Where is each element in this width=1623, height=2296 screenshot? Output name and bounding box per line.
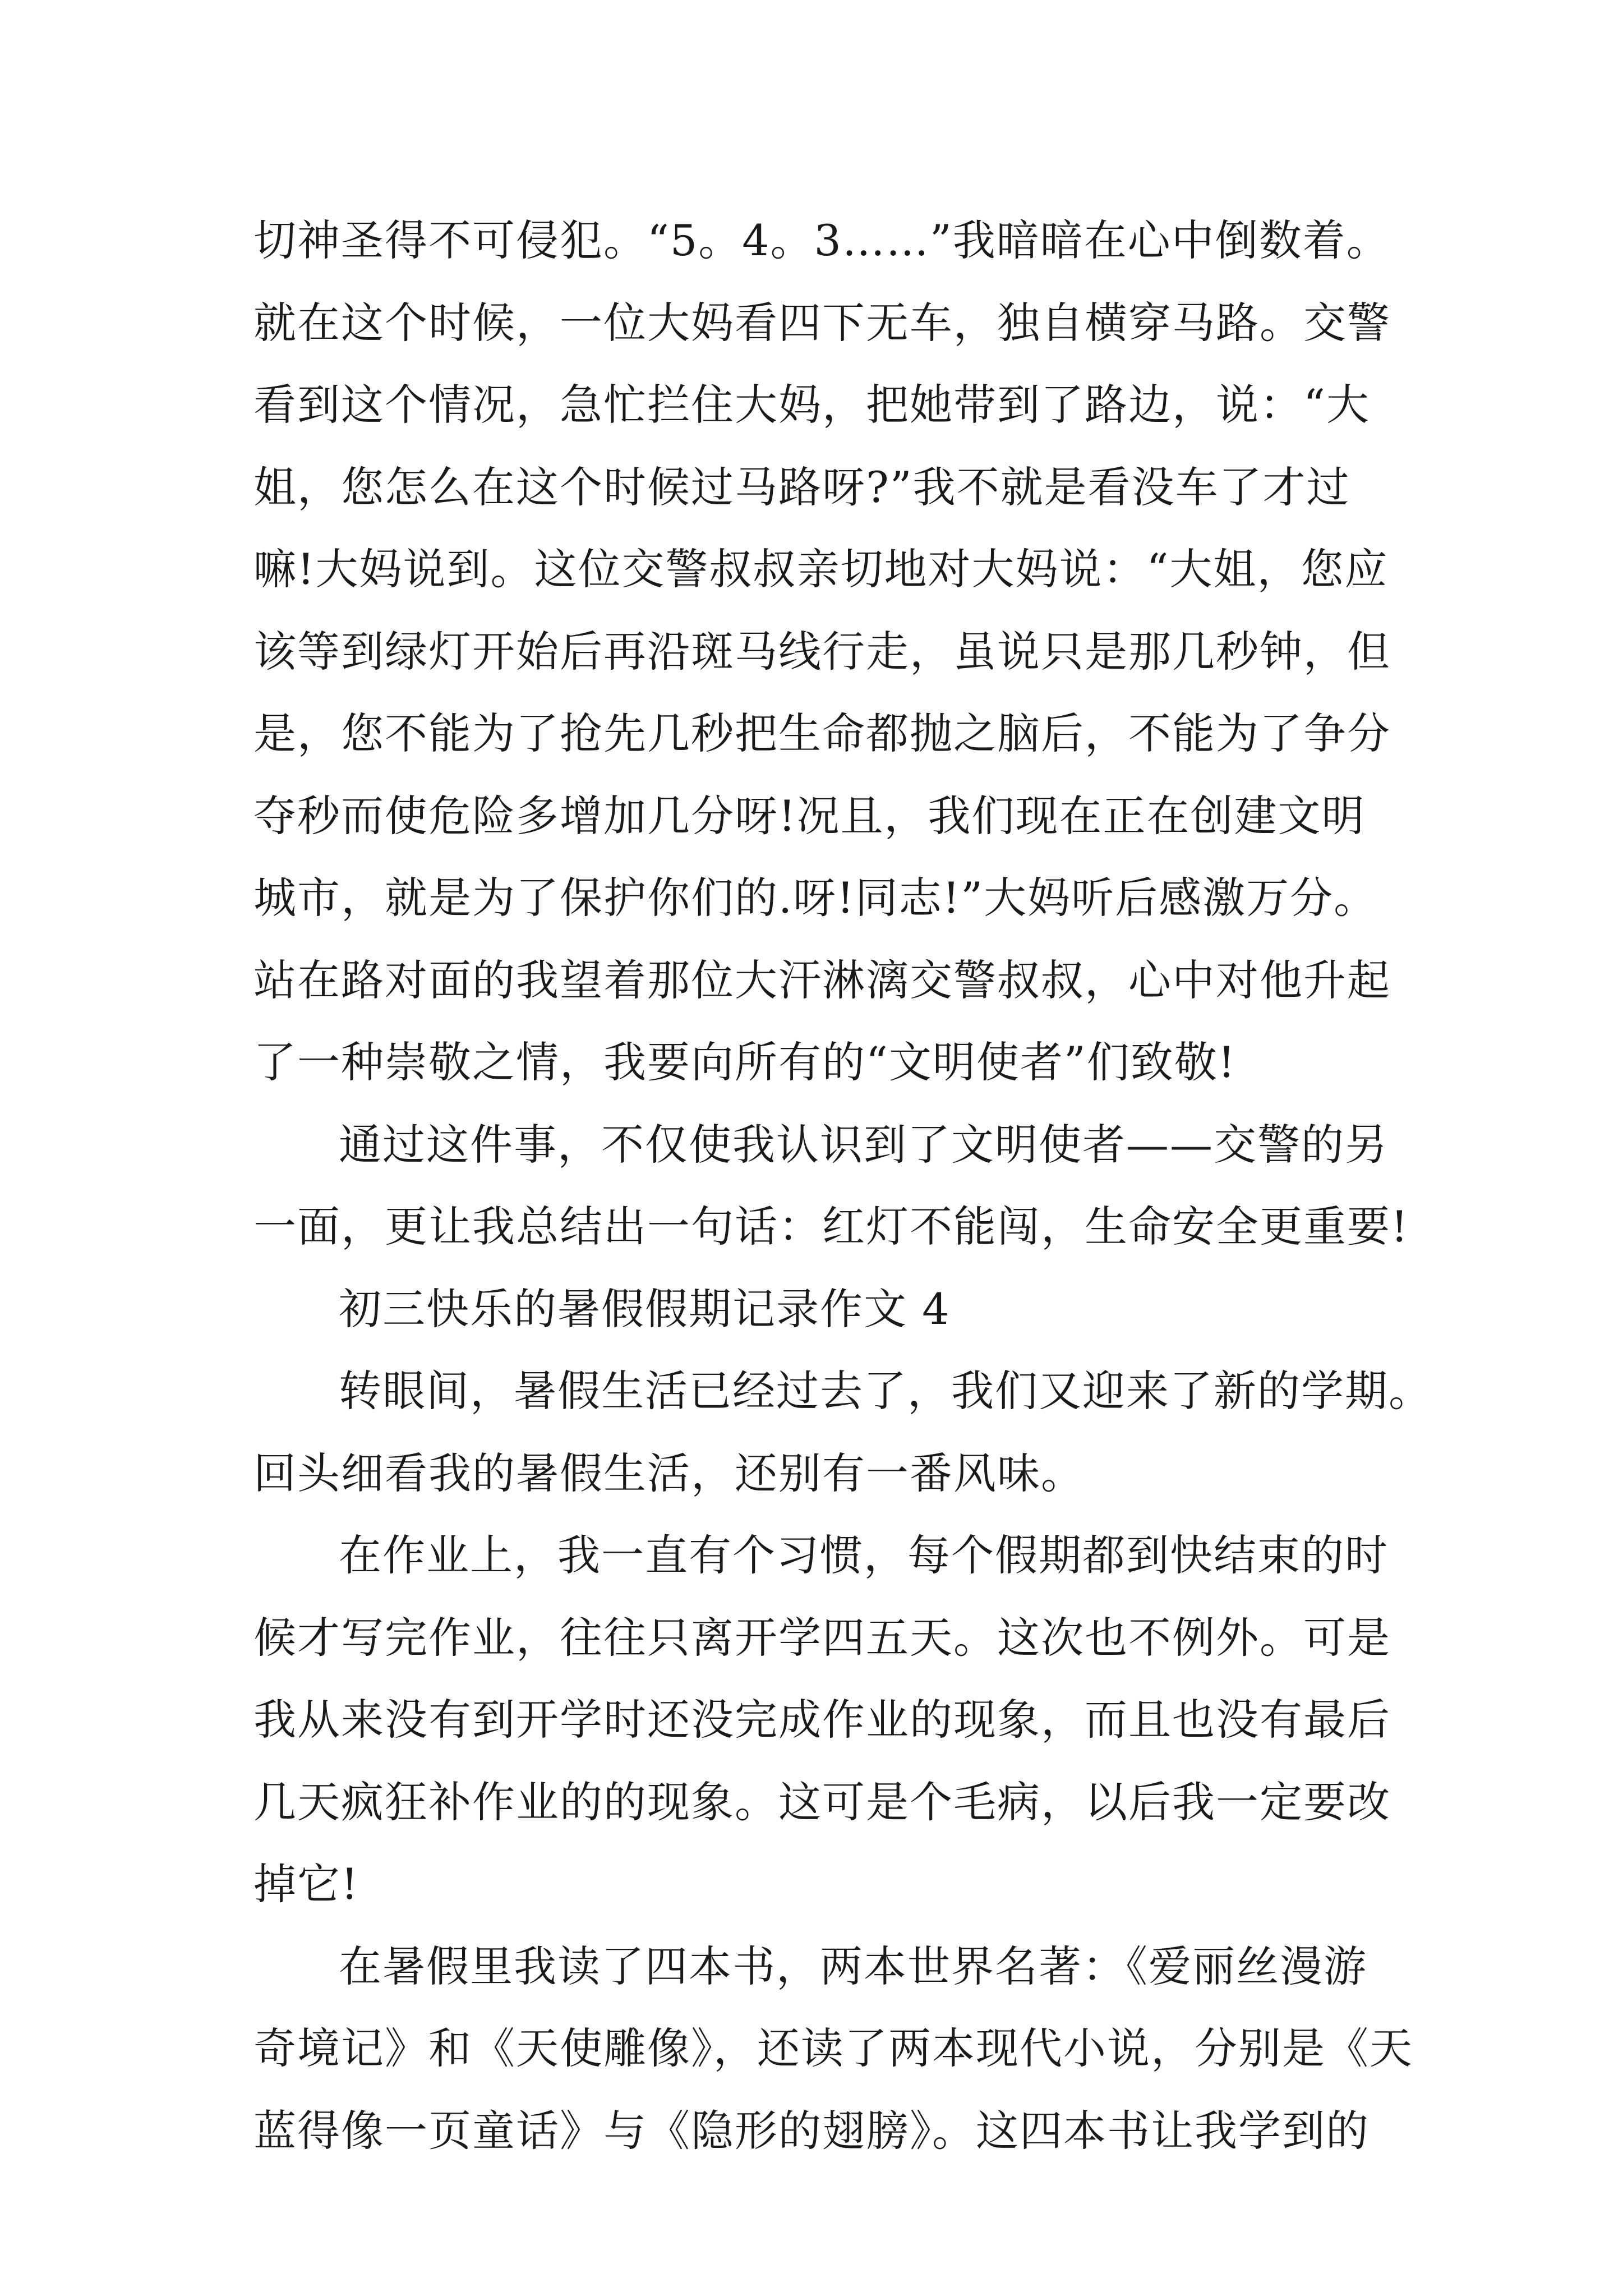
text-line: 在作业上，我一直有个习惯，每个假期都到快结束的时 [339, 1530, 1389, 1580]
text-line: 转眼间，暑假生活已经过去了，我们又迎来了新的学期。 [339, 1366, 1432, 1416]
text-line: 回头细看我的暑假生活，还别有一番风味。 [253, 1448, 1085, 1498]
text-line: 切神圣得不可侵犯。“5。4。3……”我暗暗在心中倒数着。 [253, 215, 1390, 265]
text-line: 姐，您怎么在这个时候过马路呀?”我不就是看没车了才过 [253, 462, 1350, 512]
text-line: 我从来没有到开学时还没完成作业的现象，而且也没有最后 [253, 1695, 1391, 1745]
text-line: 通过这件事，不仅使我认识到了文明使者——交警的另 [339, 1119, 1389, 1170]
text-line: 看到这个情况，急忙拦住大妈，把她带到了路边，说：“大 [253, 380, 1370, 430]
text-line: 几天疯狂补作业的的现象。这可是个毛病，以后我一定要改 [253, 1777, 1391, 1827]
text-line: 候才写完作业，往往只离开学四五天。这次也不例外。可是 [253, 1612, 1391, 1663]
text-line: 了一种崇敬之情，我要向所有的“文明使者”们致敬! [253, 1037, 1237, 1087]
text-line: 初三快乐的暑假假期记录作文 4 [339, 1283, 951, 1334]
text-line: 该等到绿灯开始后再沿斑马线行走，虽说只是那几秒钟，但 [253, 626, 1391, 677]
document-body [253, 200, 1432, 2172]
text-line: 站在路对面的我望着那位大汗淋漓交警叔叔，心中对他升起 [253, 955, 1391, 1005]
text-line: 奇境记》和《天使雕像》，还读了两本现代小说，分别是《天 [253, 2023, 1413, 2073]
text-line: 是，您不能为了抢先几秒把生命都抛之脑后，不能为了争分 [253, 708, 1391, 758]
text-line: 嘛!大妈说到。这位交警叔叔亲切地对大妈说：“大姐，您应 [253, 544, 1389, 594]
text-line: 掉它! [253, 1859, 359, 1909]
text-line: 蓝得像一页童话》与《隐形的翅膀》。这四本书让我学到的 [253, 2105, 1370, 2156]
text-line: 城市，就是为了保护你们的.呀!同志!”大妈听后感激万分。 [253, 873, 1378, 923]
text-line: 在暑假里我读了四本书，两本世界名著：《爱丽丝漫游 [339, 1941, 1367, 1991]
text-line: 一面，更让我总结出一句话：红灯不能闯，生命安全更重要! [253, 1202, 1409, 1251]
text-line: 夺秒而使危险多增加几分呀!况且，我们现在正在创建文明 [253, 790, 1366, 841]
text-line: 就在这个时候，一位大妈看四下无车，独自横穿马路。交警 [253, 297, 1391, 348]
